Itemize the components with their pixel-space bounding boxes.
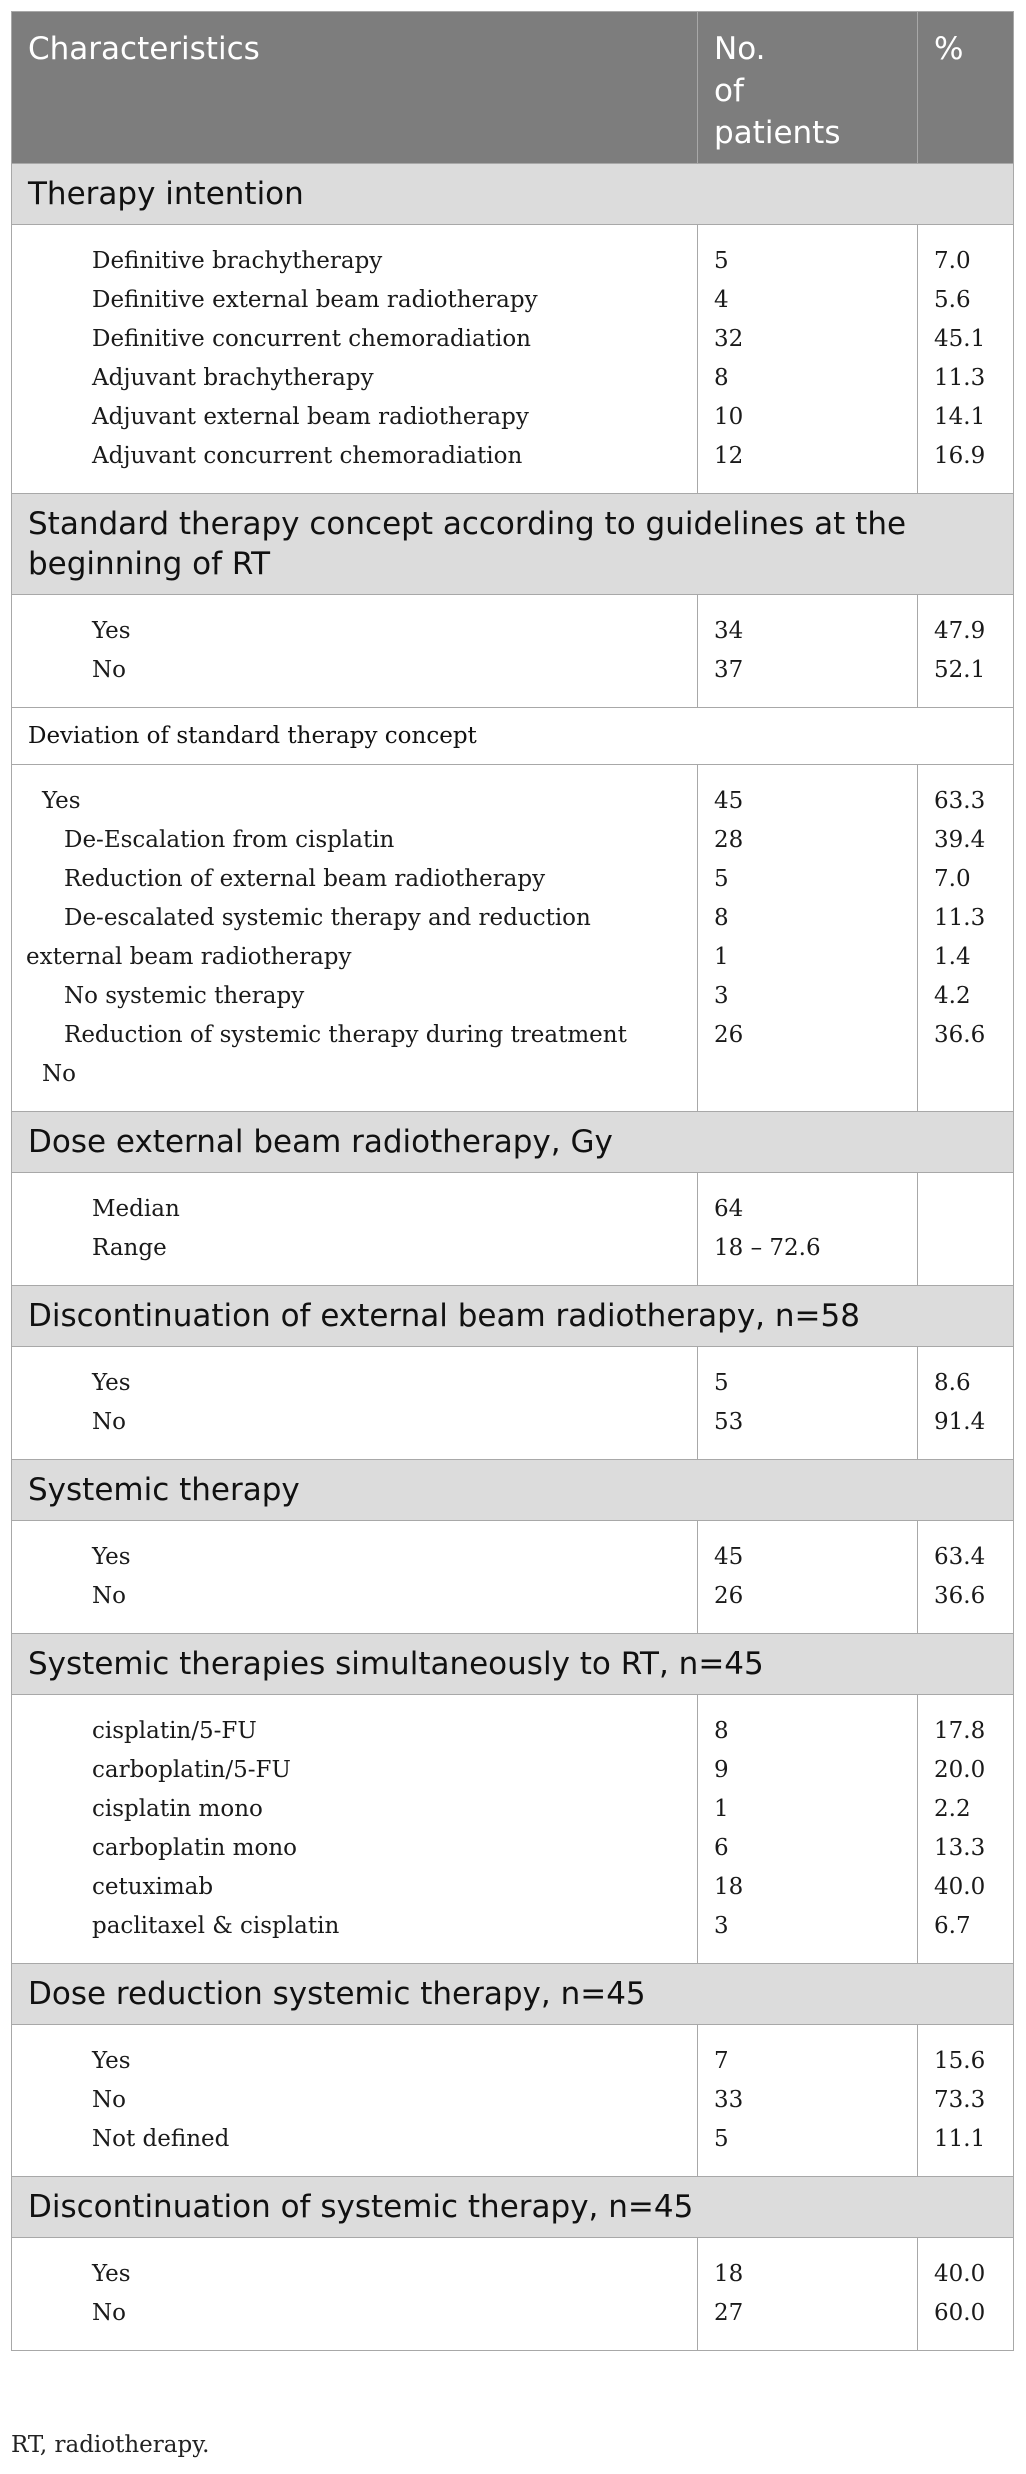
row-count: 18 – 72.6 xyxy=(714,1235,821,1261)
section-rows xyxy=(12,2025,1014,2177)
row-count: 26 xyxy=(714,1022,744,1048)
row-percent: 39.4 xyxy=(934,827,986,853)
section-rows xyxy=(12,1695,1014,1964)
row-label: Definitive external beam radiotherapy xyxy=(92,287,538,313)
row-percent: 11.3 xyxy=(934,905,986,931)
row-label: Yes xyxy=(92,2048,131,2074)
row-percent: 1.4 xyxy=(934,944,971,970)
row-count: 6 xyxy=(714,1835,729,1861)
row-percent: 47.9 xyxy=(934,618,986,644)
row-count: 53 xyxy=(714,1409,744,1435)
row-count: 18 xyxy=(714,1874,744,1900)
row-percent: 40.0 xyxy=(934,2261,986,2287)
row-label: No xyxy=(92,1583,126,1609)
section-header-row xyxy=(12,1964,1014,2025)
row-percent: 4.2 xyxy=(934,983,971,1009)
row-label: carboplatin/5-FU xyxy=(92,1757,291,1783)
row-percent: 45.1 xyxy=(934,326,986,352)
header-no-of-patients: No. of patients xyxy=(698,12,918,164)
row-label: No xyxy=(92,2087,126,2113)
section-title: Dose external beam radiotherapy, Gy xyxy=(12,1112,1014,1173)
percent-column xyxy=(918,2238,1014,2351)
section-title: Discontinuation of systemic therapy, n=45 xyxy=(12,2177,1014,2238)
row-percent: 91.4 xyxy=(934,1409,986,1435)
percent-column xyxy=(918,1173,1014,1286)
row-count: 37 xyxy=(714,657,744,683)
section-title: Discontinuation of external beam radiotherapy, n=58 xyxy=(12,1286,1014,1347)
row-count: 3 xyxy=(714,1913,729,1939)
row-count: 5 xyxy=(714,866,729,892)
row-count: 18 xyxy=(714,2261,744,2287)
table-header-row xyxy=(12,12,1014,164)
row-percent: 63.4 xyxy=(934,1544,986,1570)
row-label: Adjuvant external beam radiotherapy xyxy=(92,404,529,430)
row-label: Median xyxy=(92,1196,180,1222)
section-rows xyxy=(12,225,1014,494)
section-header-row xyxy=(12,494,1014,595)
row-count: 5 xyxy=(714,2126,729,2152)
row-label: cetuximab xyxy=(92,1874,214,1900)
characteristic-column xyxy=(12,1521,698,1634)
row-percent: 40.0 xyxy=(934,1874,986,1900)
section-header-row xyxy=(12,708,1014,765)
row-count: 26 xyxy=(714,1583,744,1609)
row-count: 27 xyxy=(714,2300,744,2326)
percent-column xyxy=(918,1695,1014,1964)
row-label: No xyxy=(92,1409,126,1435)
row-percent: 7.0 xyxy=(934,248,971,274)
row-count: 5 xyxy=(714,248,729,274)
row-percent: 52.1 xyxy=(934,657,986,683)
row-percent: 73.3 xyxy=(934,2087,986,2113)
row-label: external beam radiotherapy xyxy=(26,944,352,970)
section-header-row xyxy=(12,1634,1014,1695)
row-label: Definitive concurrent chemoradiation xyxy=(92,326,531,352)
section-header-row xyxy=(12,1112,1014,1173)
row-count: 64 xyxy=(714,1196,744,1222)
row-percent: 2.2 xyxy=(934,1796,971,1822)
row-count: 3 xyxy=(714,983,729,1009)
table-footnote: RT, radiotherapy. xyxy=(11,2432,210,2458)
row-count: 5 xyxy=(714,1370,729,1396)
count-column xyxy=(698,595,918,708)
section-rows xyxy=(12,1347,1014,1460)
count-column xyxy=(698,1695,918,1964)
row-label: No xyxy=(42,1061,76,1087)
row-count: 8 xyxy=(714,905,729,931)
section-title: Dose reduction systemic therapy, n=45 xyxy=(12,1964,1014,2025)
row-percent: 16.9 xyxy=(934,443,986,469)
row-percent: 36.6 xyxy=(934,1583,986,1609)
row-count: 45 xyxy=(714,788,744,814)
count-column xyxy=(698,225,918,494)
row-count: 32 xyxy=(714,326,744,352)
row-percent: 11.1 xyxy=(934,2126,986,2152)
row-label: Not defined xyxy=(92,2126,230,2152)
row-count: 9 xyxy=(714,1757,729,1783)
row-count: 12 xyxy=(714,443,744,469)
section-header-row xyxy=(12,164,1014,225)
row-count: 8 xyxy=(714,1718,729,1744)
row-count xyxy=(698,1055,917,1094)
row-percent: 63.3 xyxy=(934,788,986,814)
row-label: Adjuvant brachytherapy xyxy=(92,365,374,391)
section-rows xyxy=(12,1521,1014,1634)
row-label: Definitive brachytherapy xyxy=(92,248,383,274)
row-label: Reduction of systemic therapy during treatment xyxy=(64,1022,627,1048)
row-count: 4 xyxy=(714,287,729,313)
row-count: 34 xyxy=(714,618,744,644)
row-percent: 15.6 xyxy=(934,2048,986,2074)
row-count: 1 xyxy=(714,944,729,970)
row-label: Range xyxy=(92,1235,167,1261)
section-rows xyxy=(12,1173,1014,1286)
row-label: Reduction of external beam radiotherapy xyxy=(64,866,546,892)
section-title: Deviation of standard therapy concept xyxy=(12,708,1014,765)
section-title: Therapy intention xyxy=(12,164,1014,225)
row-label: Yes xyxy=(42,788,81,814)
table-body xyxy=(12,164,1014,2351)
characteristic-column xyxy=(12,1173,698,1286)
count-column xyxy=(698,2238,918,2351)
characteristic-column xyxy=(12,1695,698,1964)
row-percent: 7.0 xyxy=(934,866,971,892)
row-percent: 20.0 xyxy=(934,1757,986,1783)
row-percent xyxy=(918,1190,1013,1229)
row-count: 1 xyxy=(714,1796,729,1822)
percent-column xyxy=(918,2025,1014,2177)
count-column xyxy=(698,2025,918,2177)
row-label: No xyxy=(92,657,126,683)
row-count: 8 xyxy=(714,365,729,391)
row-percent: 14.1 xyxy=(934,404,986,430)
characteristic-column xyxy=(12,2025,698,2177)
row-label: Yes xyxy=(92,1544,131,1570)
count-column xyxy=(698,1521,918,1634)
row-count: 7 xyxy=(714,2048,729,2074)
row-percent: 11.3 xyxy=(934,365,986,391)
row-percent: 13.3 xyxy=(934,1835,986,1861)
section-header-row xyxy=(12,2177,1014,2238)
row-count: 10 xyxy=(714,404,744,430)
section-title: Systemic therapies simultaneously to RT, n=45 xyxy=(12,1634,1014,1695)
characteristic-column xyxy=(12,2238,698,2351)
row-label: No systemic therapy xyxy=(64,983,305,1009)
row-label: cisplatin mono xyxy=(92,1796,263,1822)
section-rows xyxy=(12,765,1014,1112)
section-title: Systemic therapy xyxy=(12,1460,1014,1521)
section-title: Standard therapy concept according to guidelines at the beginning of RT xyxy=(12,494,1014,595)
row-count: 28 xyxy=(714,827,744,853)
row-count: 33 xyxy=(714,2087,744,2113)
percent-column xyxy=(918,225,1014,494)
row-label: No xyxy=(92,2300,126,2326)
row-percent: 17.8 xyxy=(934,1718,986,1744)
characteristics-table xyxy=(11,11,1014,2351)
percent-column xyxy=(918,1347,1014,1460)
row-percent: 5.6 xyxy=(934,287,971,313)
header-percent: % xyxy=(918,12,1014,164)
row-count: 45 xyxy=(714,1544,744,1570)
count-column xyxy=(698,765,918,1112)
row-percent: 60.0 xyxy=(934,2300,986,2326)
characteristic-column xyxy=(12,595,698,708)
row-percent xyxy=(918,1055,1013,1094)
row-label: Yes xyxy=(92,1370,131,1396)
percent-column xyxy=(918,765,1014,1112)
row-percent: 8.6 xyxy=(934,1370,971,1396)
header-characteristics: Characteristics xyxy=(12,12,698,164)
section-header-row xyxy=(12,1286,1014,1347)
section-rows xyxy=(12,595,1014,708)
section-header-row xyxy=(12,1460,1014,1521)
characteristic-column xyxy=(12,765,698,1112)
row-label: De-Escalation from cisplatin xyxy=(64,827,395,853)
characteristic-column xyxy=(12,1347,698,1460)
count-column xyxy=(698,1173,918,1286)
row-label: Yes xyxy=(92,618,131,644)
characteristic-column xyxy=(12,225,698,494)
row-label: De-escalated systemic therapy and reduction xyxy=(64,905,591,931)
row-label: Yes xyxy=(92,2261,131,2287)
row-label: cisplatin/5-FU xyxy=(92,1718,257,1744)
count-column xyxy=(698,1347,918,1460)
percent-column xyxy=(918,1521,1014,1634)
row-percent: 6.7 xyxy=(934,1913,971,1939)
row-percent xyxy=(918,1229,1013,1268)
percent-column xyxy=(918,595,1014,708)
row-label: Adjuvant concurrent chemoradiation xyxy=(92,443,523,469)
row-label: carboplatin mono xyxy=(92,1835,297,1861)
section-rows xyxy=(12,2238,1014,2351)
row-percent: 36.6 xyxy=(934,1022,986,1048)
row-label: paclitaxel & cisplatin xyxy=(92,1913,340,1939)
